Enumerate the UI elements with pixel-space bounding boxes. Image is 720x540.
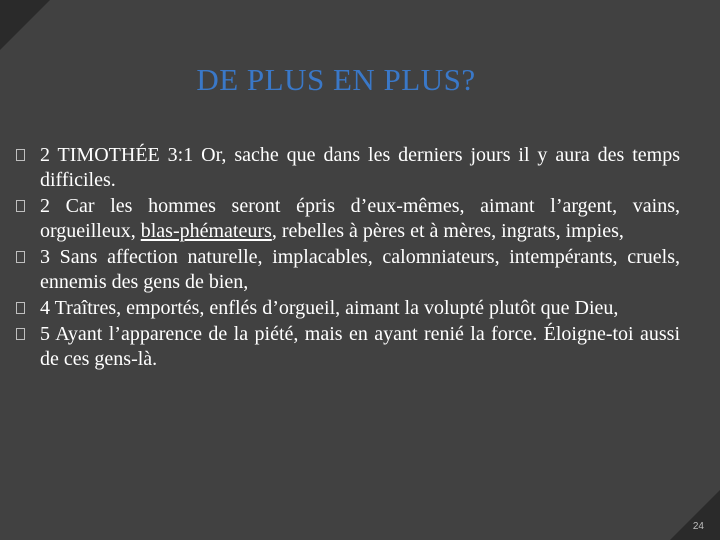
corner-decoration-bottom-right	[670, 490, 720, 540]
bullet-item-4	[16, 296, 680, 321]
slide-title: DE PLUS EN PLUS?	[196, 62, 476, 97]
square-bullet-icon	[16, 251, 25, 263]
bullet-text: 4 Traîtres, emportés, enflés d’orgueil, aimant la volupté plutôt que Dieu,	[40, 297, 619, 319]
square-bullet-icon	[16, 200, 25, 212]
page-number: 24	[692, 521, 704, 532]
bullet-text: 2 TIMOTHÉE 3:1 Or, sache que dans les derniers jours il y aura des temps difficiles.	[40, 144, 680, 191]
underlined-word: blas-phémateurs	[140, 220, 272, 242]
bullet-text: 3 Sans affection naturelle, implacables, calomniateurs, intempérants, cruels, ennemis des gens de bien,	[40, 246, 680, 293]
bullet-item-2	[16, 194, 680, 244]
corner-decoration-top-left	[0, 0, 50, 50]
bullet-text-part: 2 Car les hommes seront épris d’eux-mêmes, aimant l’argent, vains, orgueilleux,	[40, 195, 680, 242]
bullet-item-3	[16, 245, 680, 295]
bullet-item-5	[16, 322, 680, 372]
square-bullet-icon	[16, 302, 25, 314]
bullet-item-1	[16, 143, 680, 193]
square-bullet-icon	[16, 149, 25, 161]
bullet-text: 5 Ayant l’apparence de la piété, mais en ayant renié la force. Éloigne-toi aussi de ces gens-là.	[40, 323, 680, 370]
square-bullet-icon	[16, 328, 25, 340]
bullet-text-part: , rebelles à pères et à mères, ingrats, impies,	[271, 220, 624, 242]
bullet-list	[16, 143, 680, 373]
